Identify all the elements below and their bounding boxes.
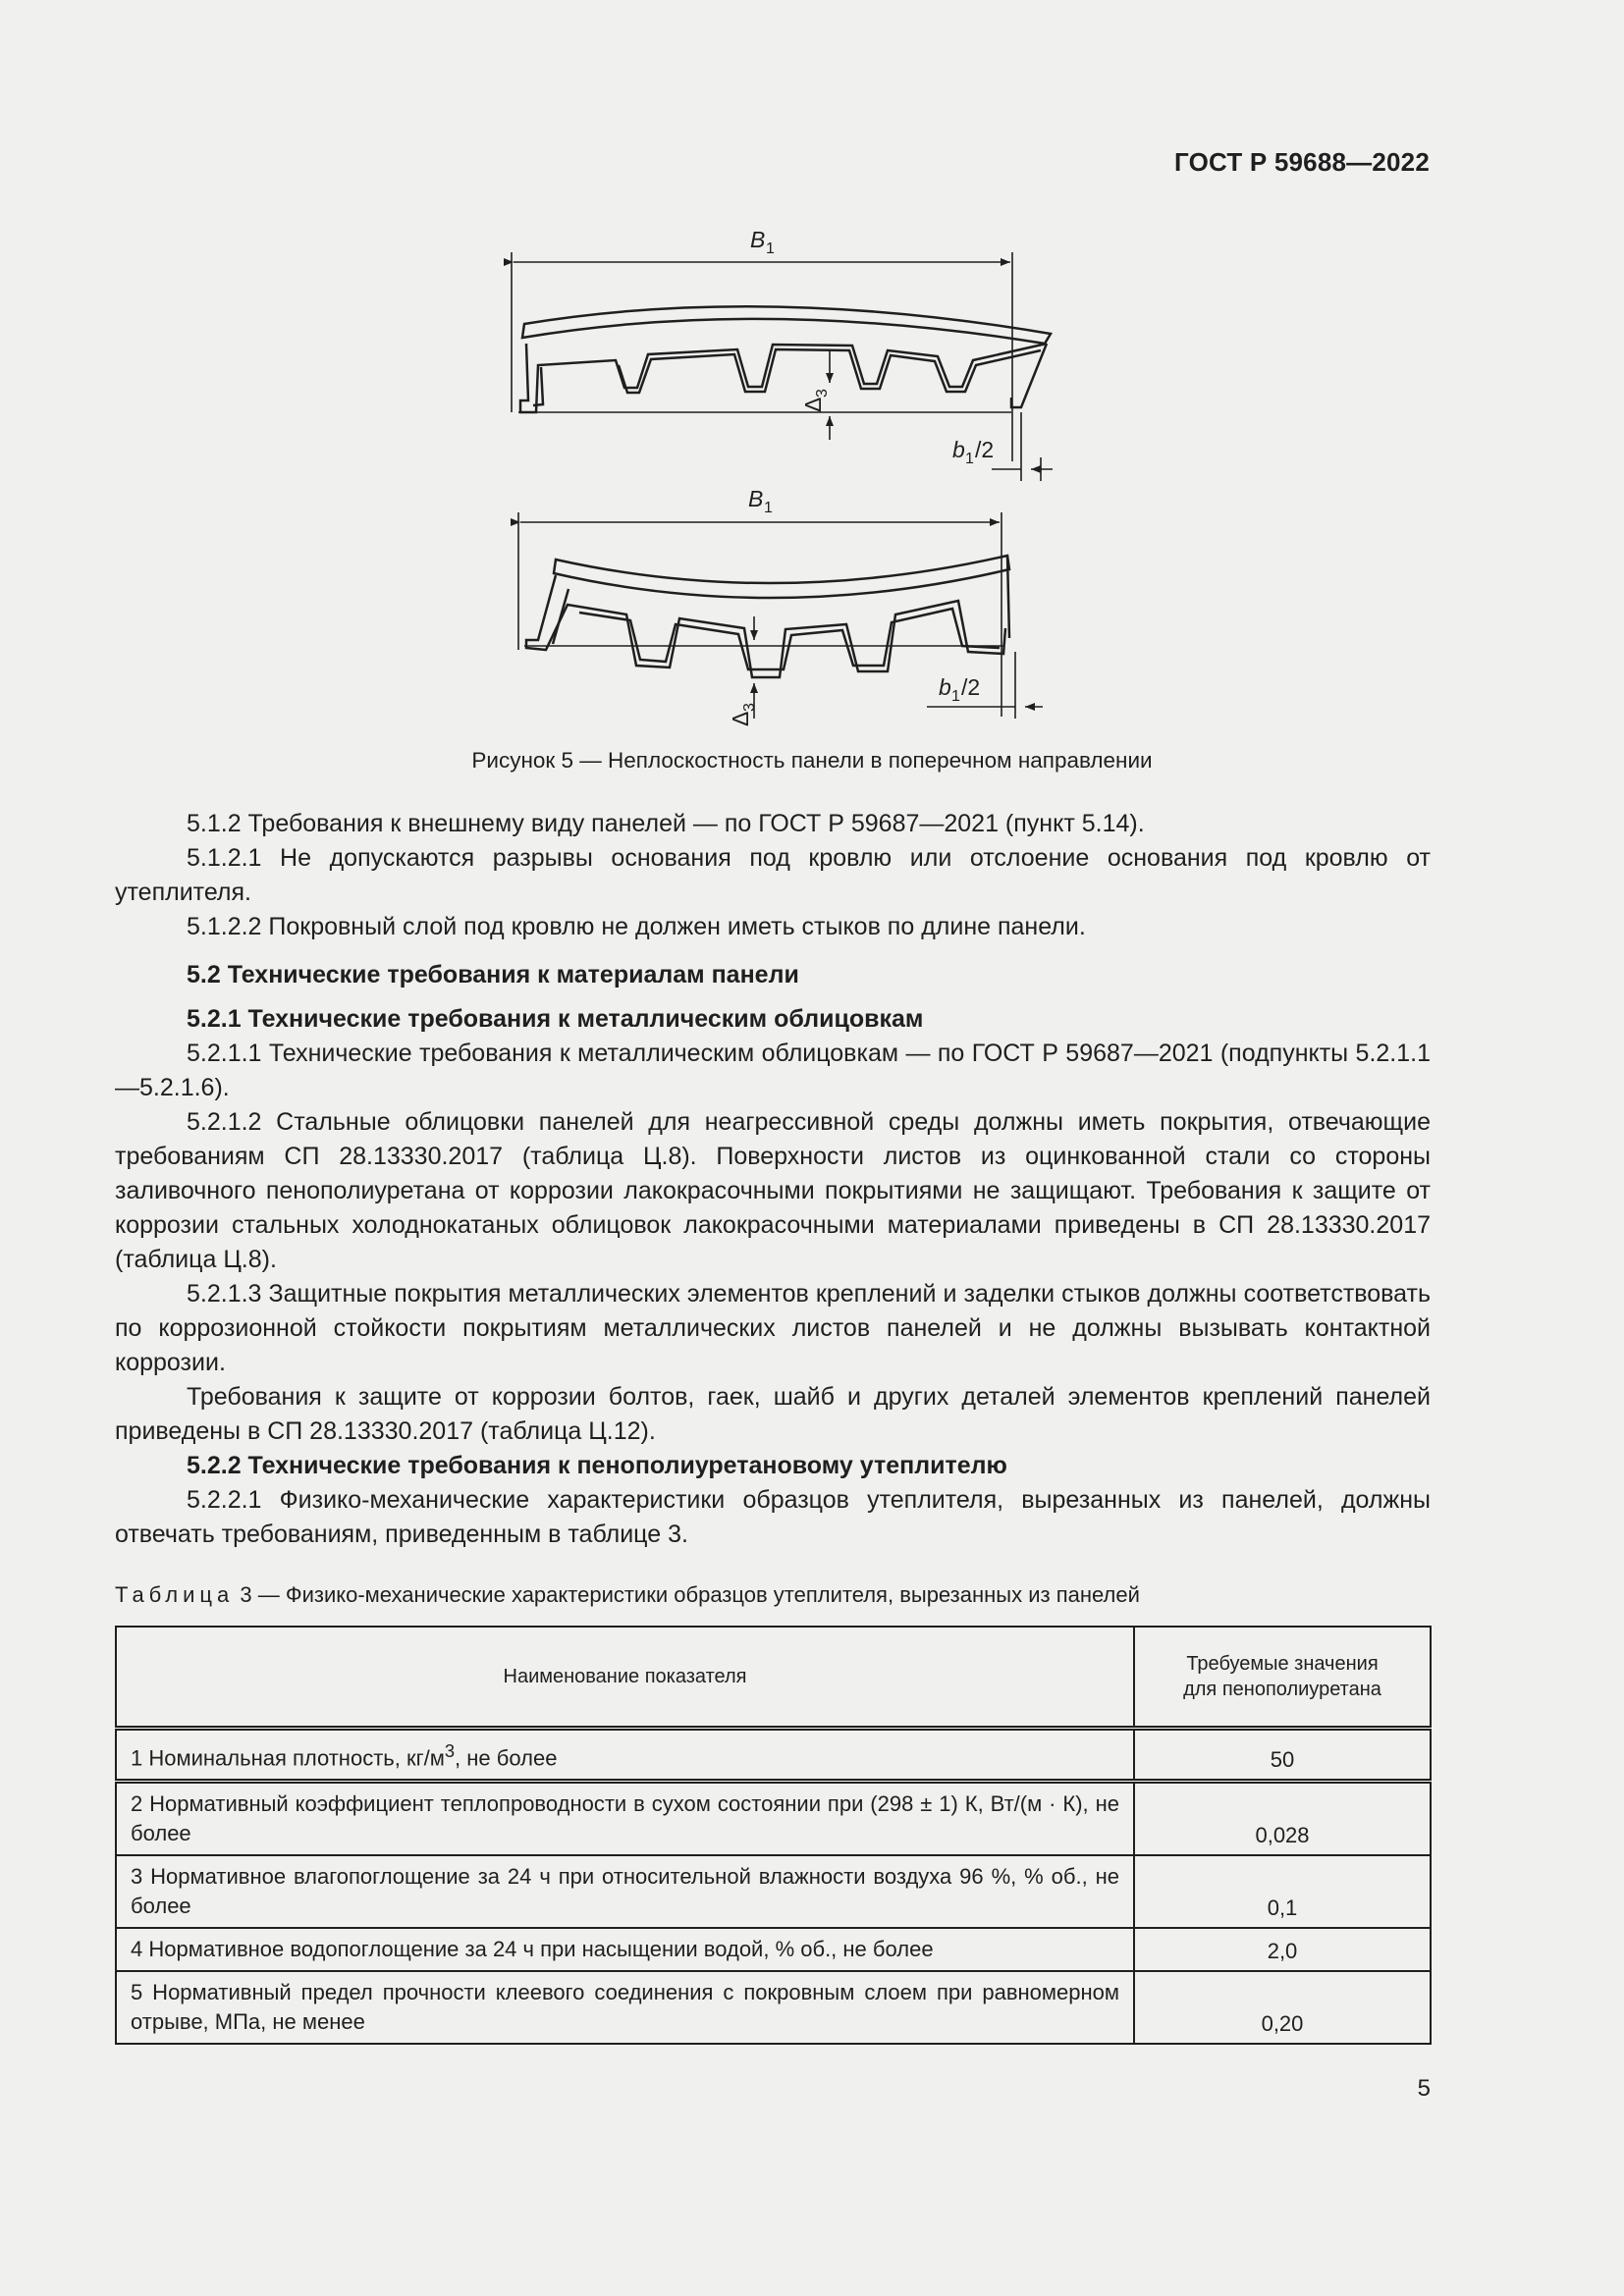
bottom-half-label: b — [939, 674, 951, 700]
paragraph-5-2-2-1: 5.2.2.1 Физико-механические характеристики образцов утеплителя, вырезанных из панелей, должны отвечать требованиям, приведенным в таблице 3. — [115, 1486, 1431, 1548]
top-half-tail: /2 — [975, 437, 995, 462]
table-caption-text: 3 — Физико-механические характеристики образцов утеплителя, вырезанных из панелей — [240, 1582, 1140, 1607]
row-value-cell: 0,20 — [1134, 1971, 1431, 2044]
row-name-cell — [116, 1729, 1134, 1782]
top-b-sub: 1 — [766, 240, 775, 257]
header-name-cell: Наименование показателя — [116, 1627, 1134, 1729]
figure-caption: Рисунок 5 — Неплоскостность панели в поперечном направлении — [471, 748, 1153, 773]
table-caption — [115, 1582, 1140, 1608]
heading-5-2-2: 5.2.2 Технические требования к пенополиуретановому утеплителю — [187, 1452, 1007, 1479]
body-text — [115, 807, 1431, 1552]
table-row — [116, 1782, 1431, 1856]
paragraph-corrosion-fasteners: Требования к защите от коррозии болтов, гаек, шайб и других деталей элементов креплений панелей приведены в СП 28.13330.2017 (таблица Ц.12). — [115, 1383, 1431, 1445]
header-value-line1: Требуемые значения — [1186, 1653, 1379, 1675]
paragraph-5-1-2-1: 5.1.2.1 Не допускаются разрывы основания под кровлю или отслоение основания под кровлю от утеплителя. — [115, 844, 1431, 906]
table-row — [116, 1971, 1431, 2044]
document-code-header: ГОСТ Р 59688—2022 — [1174, 147, 1430, 177]
figure-5-diagram — [0, 0, 1624, 746]
page-number: 5 — [1417, 2075, 1431, 2102]
top-half-label: b — [952, 437, 965, 462]
table-row — [116, 1928, 1431, 1971]
row-name-cell: 2 Нормативный коэффициент теплопроводности в сухом состоянии при (298 ± 1) К, Вт/(м · К), не более — [116, 1782, 1134, 1856]
row-name-superscript: 3 — [444, 1740, 456, 1761]
row-value-cell: 0,1 — [1134, 1855, 1431, 1928]
paragraph-5-2-1-3: 5.2.1.3 Защитные покрытия металлических элементов креплений и заделки стыков должны соответствовать по коррозионной стойкости покрытиям металлических листов панелей и не должны вызывать контактной коррозии. — [115, 1280, 1431, 1376]
top-b-label: B — [750, 227, 766, 252]
row-value-cell: 0,028 — [1134, 1782, 1431, 1856]
bottom-delta-sub: 3 — [741, 703, 758, 712]
heading-5-2: 5.2 Технические требования к материалам панели — [187, 961, 799, 988]
paragraph-5-1-2-2: 5.1.2.2 Покровный слой под кровлю не должен иметь стыков по длине панели. — [187, 913, 1086, 940]
top-delta-sub: 3 — [814, 389, 831, 398]
table-row — [116, 1729, 1431, 1782]
bottom-b-label: B — [748, 486, 764, 511]
table-3 — [115, 1626, 1432, 2045]
table-header-row — [116, 1627, 1431, 1729]
table-caption-word: Таблица — [115, 1582, 235, 1607]
header-value-cell — [1134, 1627, 1431, 1729]
bottom-half-sub: 1 — [951, 688, 960, 705]
top-half-sub: 1 — [965, 451, 974, 467]
row-name-cell: 4 Нормативное водопоглощение за 24 ч при насыщении водой, % об., не более — [116, 1928, 1134, 1971]
row-name-cell: 5 Нормативный предел прочности клеевого соединения с покровным слоем при равномерном отрыве, МПа, не менее — [116, 1971, 1134, 2044]
paragraph-5-1-2: 5.1.2 Требования к внешнему виду панелей — по ГОСТ Р 59687—2021 (пункт 5.14). — [187, 810, 1145, 837]
row-value-cell: 50 — [1134, 1729, 1431, 1782]
heading-5-2-1: 5.2.1 Технические требования к металлическим облицовкам — [187, 1005, 924, 1033]
header-value-line2: для пенополиуретана — [1183, 1679, 1381, 1700]
paragraph-5-2-1-1: 5.2.1.1 Технические требования к металлическим облицовкам — по ГОСТ Р 59687—2021 (подпункты 5.2.1.1—5.2.1.6). — [115, 1040, 1431, 1101]
bottom-delta-label: Δ — [728, 711, 753, 726]
row-name-suffix: , не более — [455, 1745, 558, 1771]
table-row — [116, 1855, 1431, 1928]
paragraph-5-2-1-2: 5.2.1.2 Стальные облицовки панелей для неагрессивной среды должны иметь покрытия, отвечающие требованиям СП 28.13330.2017 (таблица Ц.8). Поверхности листов из оцинкованной стали со стороны заливочного пенополиуретана от коррозии лакокрасочными покрытиями не защищают. Требования к защите от коррозии стальных холоднокатаных облицовок лакокрасочными материалами приведены в СП 28.13330.2017 (таблица Ц.8). — [115, 1108, 1431, 1273]
bottom-b-sub: 1 — [764, 500, 773, 516]
top-delta-label: Δ — [800, 397, 826, 412]
row-value-cell: 2,0 — [1134, 1928, 1431, 1971]
bottom-half-tail: /2 — [961, 674, 981, 700]
row-name-text: 1 Номинальная плотность, кг/м — [131, 1745, 445, 1771]
row-name-cell: 3 Нормативное влагопоглощение за 24 ч при относительной влажности воздуха 96 %, % об., не более — [116, 1855, 1134, 1928]
